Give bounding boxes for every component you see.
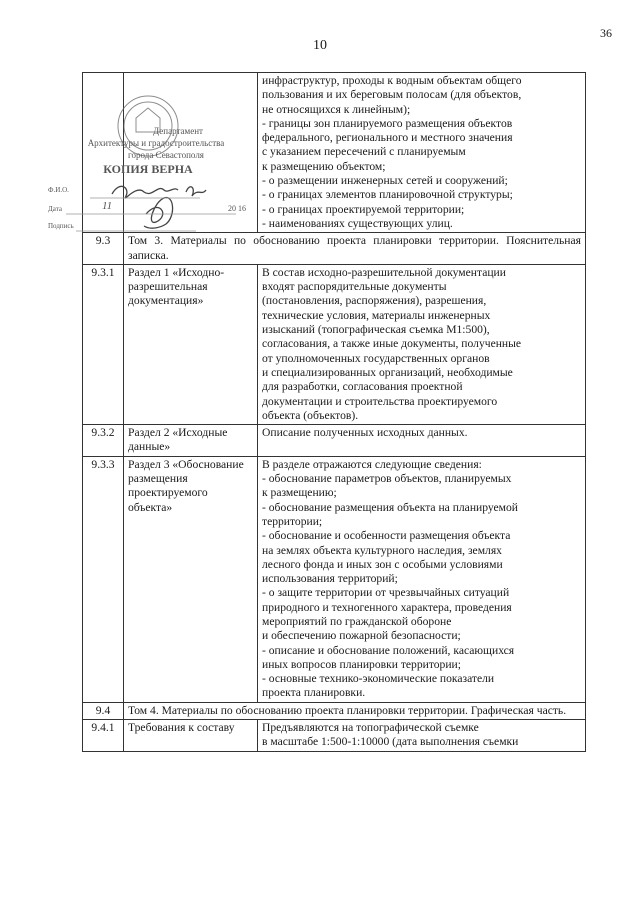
section-title [124, 73, 258, 233]
content-line: проекта планировки. [262, 686, 366, 700]
content-line: инфраструктур, проходы к водным объектам общего [262, 74, 522, 87]
content-line: лесного фонда и иных зон с особыми условиями [262, 557, 503, 571]
content-line: использования территорий; [262, 572, 398, 586]
volume-heading: Том 4. Материалы по обоснованию проекта планировки территории. Графическая часть. [124, 702, 586, 719]
content-line: и специализированных организаций, необходимые [262, 365, 513, 379]
content-line: - наименованиях существующих улиц. [262, 216, 453, 230]
section-number: 9.3.1 [83, 264, 124, 424]
content-line: с указанием пересечений с планируемым [262, 145, 466, 159]
content-line: - основные технико-экономические показатели [262, 672, 495, 686]
table-row [83, 233, 586, 265]
stamp-line-2: Архитектуры и градостроительства [87, 138, 225, 148]
table-row [83, 425, 586, 457]
section-number [83, 73, 124, 233]
content-line: - о границах элементов планировочной структуры; [262, 188, 513, 202]
content-line: (постановления, распоряжения), разрешения, [262, 294, 487, 308]
content-line: объекта (объектов). [262, 408, 359, 422]
section-number: 9.3.3 [83, 456, 124, 702]
content-line: на землях объекта культурного наследия, землях [262, 543, 502, 557]
content-line: территории; [262, 514, 323, 528]
section-content [258, 73, 586, 233]
stamp-copy-label: КОПИЯ ВЕРНА [103, 162, 193, 176]
requirements-table [82, 72, 586, 752]
content-line: - обоснование и особенности размещения объекта [262, 529, 511, 543]
stamp-fio-label: Ф.И.О. [48, 186, 69, 194]
section-title: Раздел 1 «Исходно-разрешительная документация» [124, 264, 258, 424]
content-line: для разработки, согласования проектной [262, 380, 463, 394]
volume-heading: Том 3. Материалы по обоснованию проекта планировки территории. Пояснительная записка. [124, 233, 586, 265]
table-row [83, 702, 586, 719]
content-line: В состав исходно-разрешительной документации [262, 265, 506, 279]
content-line: Описание полученных исходных данных. [262, 426, 468, 440]
section-number: 9.3.2 [83, 425, 124, 457]
table-row [83, 720, 586, 752]
content-line: от уполномоченных государственных органов [262, 351, 490, 365]
table-row [83, 73, 586, 233]
section-number: 9.3 [83, 233, 124, 265]
stamp-date-day: 11 [102, 200, 113, 212]
table-row [83, 264, 586, 424]
content-line: - границы зон планируемого размещения объектов [262, 116, 513, 130]
content-line: В разделе отражаются следующие сведения: [262, 457, 482, 471]
section-number: 9.4 [83, 702, 124, 719]
content-line: федерального, регионального и местного значения [262, 131, 513, 145]
content-line: природного и техногенного характера, проведения [262, 600, 512, 614]
section-content [258, 456, 586, 702]
stamp-line-1: Департамент [153, 126, 203, 136]
content-line: к размещению; [262, 486, 337, 500]
content-line: мероприятий по гражданской обороне [262, 614, 452, 628]
content-line: Предъявляются на топографической съемке [262, 721, 479, 735]
content-line: иных вопросов планировки территории; [262, 657, 461, 671]
content-line: в масштабе 1:500-1:10000 (дата выполнения съемки [262, 735, 519, 749]
content-line: - описание и обоснование положений, касающихся [262, 643, 515, 657]
content-line: - о границах проектируемой территории; [262, 202, 465, 216]
page-number: 10 [313, 38, 327, 53]
stamp-date-year: 20 16 [228, 204, 246, 213]
content-line: - обоснование параметров объектов, планируемых [262, 472, 512, 486]
content-line: документации и строительства проектируемого [262, 394, 498, 408]
stamp-sign-label: Подпись [48, 222, 74, 230]
content-line: изысканий (топографическая съемка М1:500), [262, 323, 490, 337]
section-title: Требования к составу [124, 720, 258, 752]
content-line: к размещению объектом; [262, 159, 386, 173]
page-number-corner: 36 [600, 26, 612, 40]
content-line: пользования и их береговым полосам (для объектов, [262, 88, 522, 102]
section-number: 9.4.1 [83, 720, 124, 752]
content-line: входят распорядительные документы [262, 280, 447, 294]
section-title: Раздел 2 «Исходные данные» [124, 425, 258, 457]
stamp-line-3: города Севастополя [128, 150, 204, 160]
section-content [258, 425, 586, 457]
content-line: согласования, а также иные документы, полученные [262, 337, 522, 351]
section-title: Раздел 3 «Обоснование размещения проектируемого объекта» [124, 456, 258, 702]
content-line: - о защите территории от чрезвычайных ситуаций [262, 586, 510, 600]
section-content [258, 264, 586, 424]
content-line: - обоснование размещения объекта на планируемой [262, 500, 519, 514]
section-content [258, 720, 586, 752]
content-line: технические условия, материалы инженерных [262, 308, 491, 322]
content-line: не относящихся к линейным); [262, 102, 411, 116]
table-row [83, 456, 586, 702]
stamp-date-label: Дата [48, 205, 62, 213]
content-line: - о размещении инженерных сетей и сооружений; [262, 174, 508, 188]
content-line: и обеспечению пожарной безопасности; [262, 629, 461, 643]
